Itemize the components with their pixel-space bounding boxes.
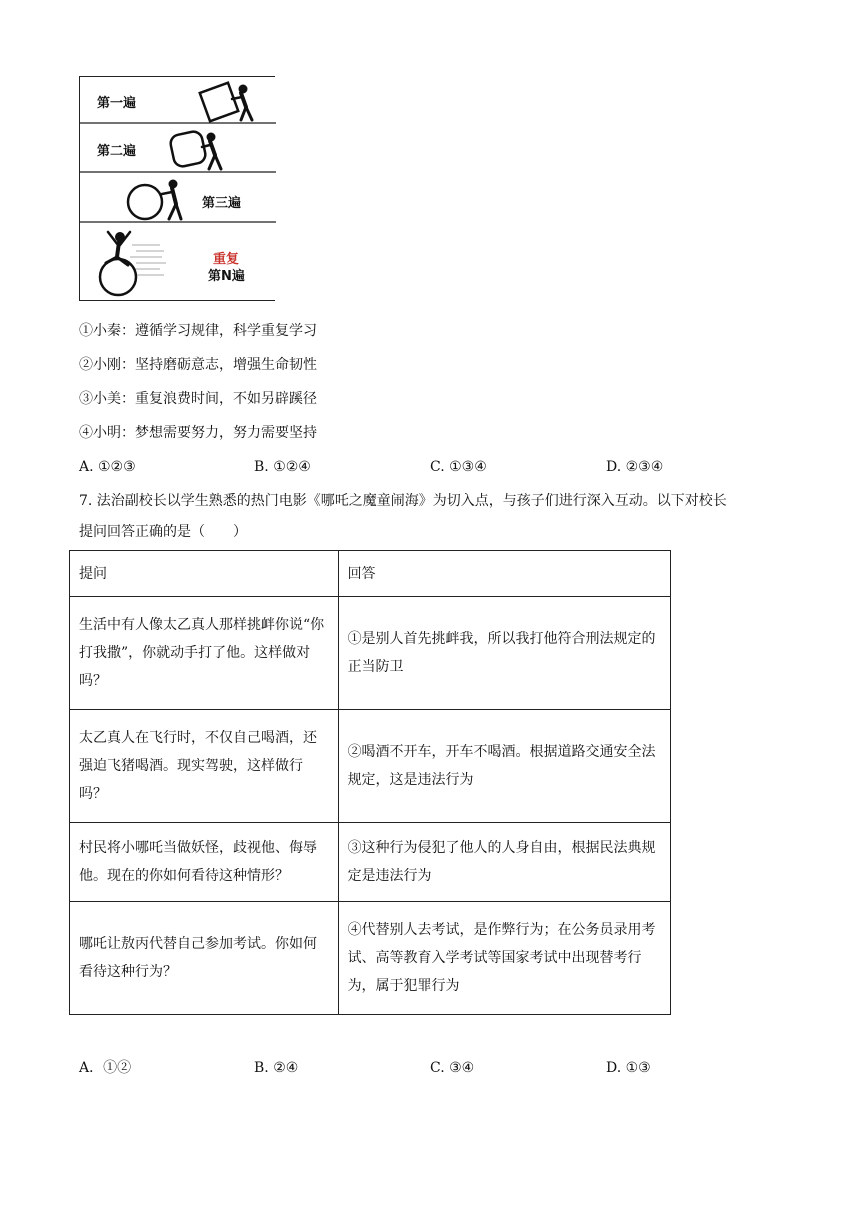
ball-icon xyxy=(128,185,162,219)
q6-option-3: ③小美：重复浪费时间，不如另辟蹊径 xyxy=(79,391,317,407)
panel-label-4-top: 重复 xyxy=(213,252,240,267)
row3-answer: ③这种行为侵犯了他人的人身自由，根据民法典规定是违法行为 xyxy=(338,823,670,902)
q7-stem-line2: 提问回答正确的是（ ） xyxy=(79,524,247,540)
wheel-icon xyxy=(100,259,136,295)
q7-stem-line1: 7. 法治副校长以学生熟悉的热门电影《哪吒之魔童闹海》为切入点，与孩子们进行深入互动。以下对校长 xyxy=(79,493,727,509)
row1-question: 生活中有人像太乙真人那样挑衅你说“你打我撒”，你就动手打了他。这样做对吗？ xyxy=(70,597,339,710)
q6-option-2: ②小刚：坚持磨砺意志，增强生命韧性 xyxy=(79,357,317,373)
header-question: 提问 xyxy=(70,551,339,597)
table-header-row xyxy=(70,551,671,597)
q7-choice-b[interactable]: B. ②④ xyxy=(254,1060,299,1076)
row1-answer: ①是别人首先挑衅我，所以我打他符合刑法规定的正当防卫 xyxy=(338,597,670,710)
table-row xyxy=(70,710,671,823)
q7-choice-d[interactable]: D. ①③ xyxy=(606,1060,651,1076)
row4-question: 哪吒让敖丙代替自己参加考试。你如何看待这种行为？ xyxy=(70,902,339,1015)
panel-label-3: 第三遍 xyxy=(202,196,242,211)
table-row xyxy=(70,823,671,902)
header-answer: 回答 xyxy=(338,551,670,597)
row4-answer: ④代替别人去考试，是作弊行为；在公务员录用考试、高等教育入学考试等国家考试中出现替考行为，属于犯罪行为 xyxy=(338,902,670,1015)
panel-label-2: 第二遍 xyxy=(97,144,137,159)
q6-choice-b[interactable]: B. ①②④ xyxy=(254,459,311,475)
repetition-illustration xyxy=(79,76,275,301)
pushing-person-icon xyxy=(162,180,181,219)
q7-qa-table xyxy=(69,550,671,1015)
table-row xyxy=(70,597,671,710)
panel-label-4-bottom: 第N遍 xyxy=(208,269,245,284)
row3-question: 村民将小哪吒当做妖怪，歧视他、侮辱他。现在的你如何看待这种情形？ xyxy=(70,823,339,902)
panel-label-1: 第一遍 xyxy=(97,96,137,111)
q6-choice-d[interactable]: D. ②③④ xyxy=(606,459,664,475)
row2-answer: ②喝酒不开车，开车不喝酒。根据道路交通安全法规定，这是违法行为 xyxy=(338,710,670,823)
q7-choice-c[interactable]: C. ③④ xyxy=(430,1060,475,1076)
q6-choice-a[interactable]: A. ①②③ xyxy=(79,459,136,475)
rounded-block-icon xyxy=(169,130,207,168)
q7-choice-a[interactable]: A．①② xyxy=(79,1060,132,1076)
q6-choice-c[interactable]: C. ①③④ xyxy=(430,459,487,475)
q6-option-4: ④小明：梦想需要努力，努力需要坚持 xyxy=(79,425,317,441)
square-block-icon xyxy=(200,83,238,121)
table-row xyxy=(70,902,671,1015)
row2-question: 太乙真人在飞行时，不仅自己喝酒，还强迫飞猪喝酒。现实驾驶，这样做行吗？ xyxy=(70,710,339,823)
q6-option-1: ①小秦：遵循学习规律，科学重复学习 xyxy=(79,323,317,339)
